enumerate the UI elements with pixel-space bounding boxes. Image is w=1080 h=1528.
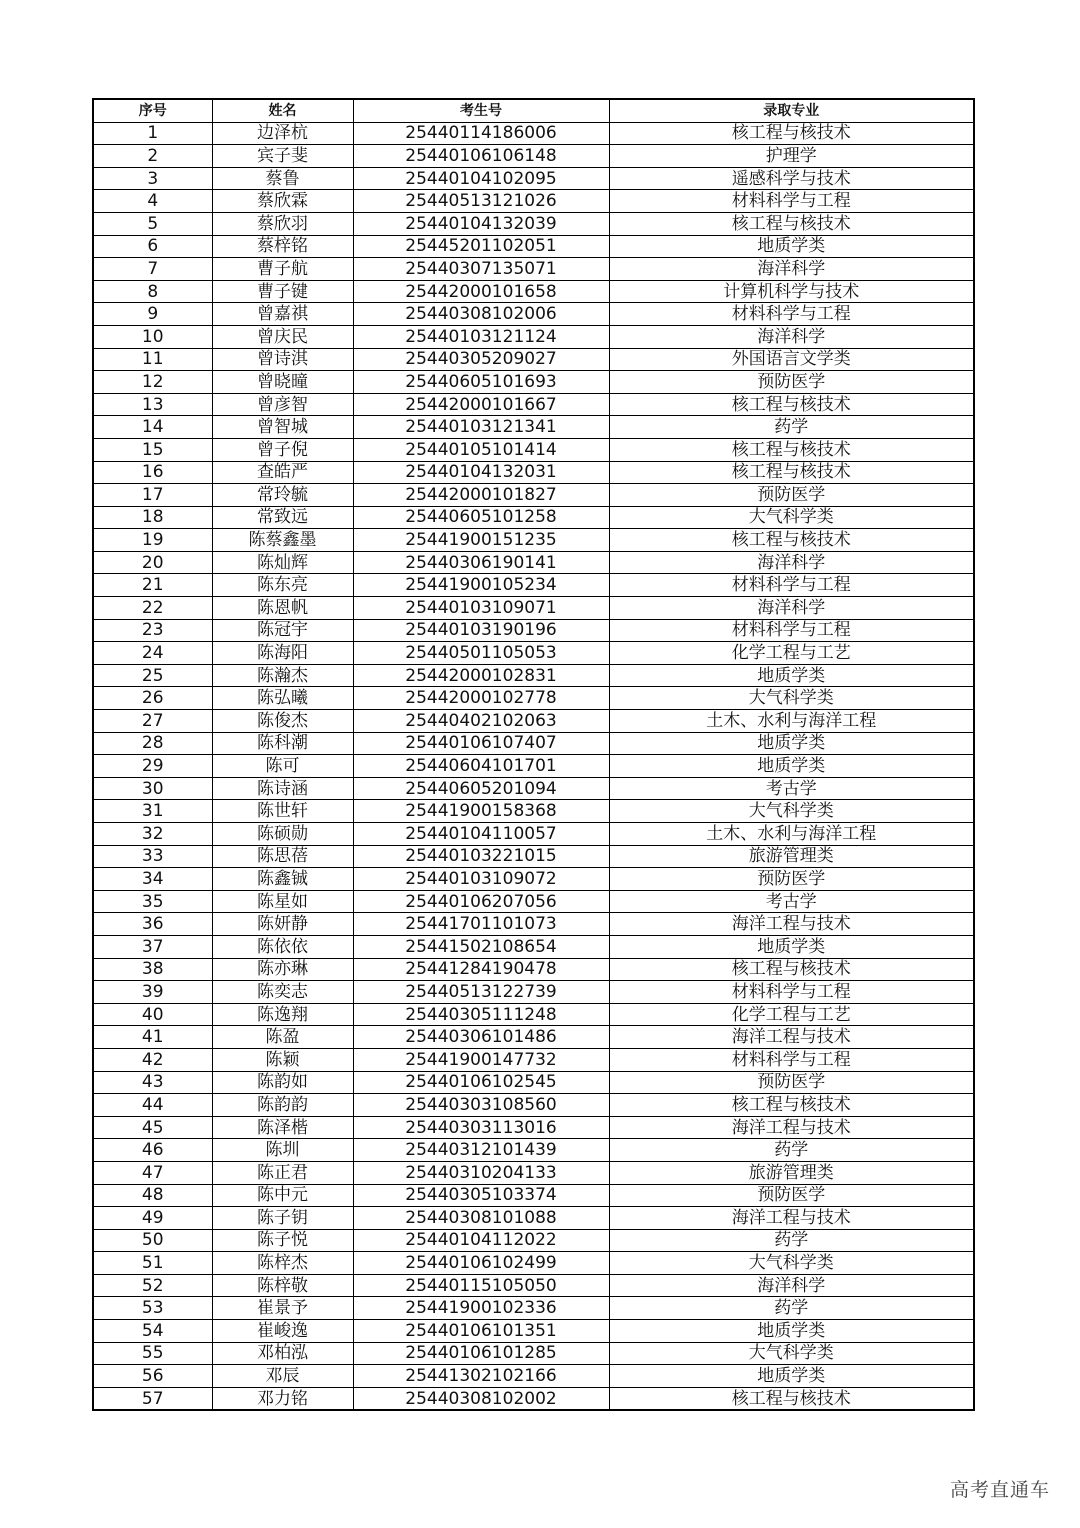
cell-candidate-id: 25440103121124 (353, 325, 609, 348)
cell-index: 2 (93, 145, 212, 168)
table-row (93, 868, 974, 891)
cell-name: 陈子悦 (212, 1229, 353, 1252)
cell-candidate-id: 25440513122739 (353, 981, 609, 1004)
cell-name: 陈正君 (212, 1161, 353, 1184)
cell-name: 陈科潮 (212, 732, 353, 755)
cell-candidate-id: 25440501105053 (353, 642, 609, 665)
cell-candidate-id: 25440106101285 (353, 1342, 609, 1365)
cell-candidate-id: 25440605101693 (353, 371, 609, 394)
cell-major: 材料科学与工程 (609, 1048, 974, 1071)
cell-candidate-id: 25440604101701 (353, 755, 609, 778)
cell-major: 外国语言文学类 (609, 348, 974, 371)
cell-index: 50 (93, 1229, 212, 1252)
cell-candidate-id: 25440307135071 (353, 258, 609, 281)
header-name: 姓名 (212, 99, 353, 122)
cell-name: 曾智城 (212, 416, 353, 439)
cell-candidate-id: 25442000101667 (353, 393, 609, 416)
table-row (93, 1229, 974, 1252)
cell-name: 陈恩帆 (212, 597, 353, 620)
cell-name: 陈海阳 (212, 642, 353, 665)
cell-name: 陈星如 (212, 890, 353, 913)
cell-candidate-id: 25440115105050 (353, 1274, 609, 1297)
cell-index: 43 (93, 1071, 212, 1094)
cell-index: 47 (93, 1161, 212, 1184)
cell-name: 曾彦智 (212, 393, 353, 416)
cell-candidate-id: 25440106102545 (353, 1071, 609, 1094)
cell-index: 48 (93, 1184, 212, 1207)
cell-candidate-id: 25440402102063 (353, 710, 609, 733)
table-row (93, 1048, 974, 1071)
cell-index: 36 (93, 913, 212, 936)
cell-candidate-id: 25441900147732 (353, 1048, 609, 1071)
table-body (93, 122, 974, 1410)
cell-candidate-id: 25442000101827 (353, 484, 609, 507)
cell-name: 陈妍静 (212, 913, 353, 936)
cell-candidate-id: 25440308102006 (353, 303, 609, 326)
table-row (93, 1365, 974, 1388)
cell-name: 陈瀚杰 (212, 664, 353, 687)
cell-candidate-id: 25440103109072 (353, 868, 609, 891)
cell-index: 26 (93, 687, 212, 710)
cell-major: 核工程与核技术 (609, 212, 974, 235)
cell-candidate-id: 25440308101088 (353, 1207, 609, 1230)
cell-name: 宾子斐 (212, 145, 353, 168)
cell-index: 37 (93, 935, 212, 958)
table-row (93, 1094, 974, 1117)
cell-name: 陈弘曦 (212, 687, 353, 710)
cell-candidate-id: 25441701101073 (353, 913, 609, 936)
table-row (93, 461, 974, 484)
cell-candidate-id: 25442000102831 (353, 664, 609, 687)
table-row (93, 574, 974, 597)
cell-candidate-id: 25440104132031 (353, 461, 609, 484)
cell-candidate-id: 25440605201094 (353, 777, 609, 800)
cell-candidate-id: 25440104132039 (353, 212, 609, 235)
cell-name: 曾嘉祺 (212, 303, 353, 326)
cell-major: 海洋科学 (609, 1274, 974, 1297)
cell-candidate-id: 25441502108654 (353, 935, 609, 958)
cell-candidate-id: 25440105101414 (353, 438, 609, 461)
table-row (93, 416, 974, 439)
cell-name: 陈韵韵 (212, 1094, 353, 1117)
table-row (93, 755, 974, 778)
cell-major: 地质学类 (609, 935, 974, 958)
cell-index: 17 (93, 484, 212, 507)
admission-table (92, 98, 975, 1411)
cell-name: 蔡欣霖 (212, 190, 353, 213)
header-index: 序号 (93, 99, 212, 122)
table-row (93, 438, 974, 461)
cell-index: 11 (93, 348, 212, 371)
cell-index: 41 (93, 1026, 212, 1049)
table-header (93, 99, 974, 122)
cell-major: 预防医学 (609, 484, 974, 507)
cell-index: 38 (93, 958, 212, 981)
cell-name: 陈灿辉 (212, 551, 353, 574)
cell-index: 5 (93, 212, 212, 235)
cell-major: 地质学类 (609, 732, 974, 755)
cell-major: 材料科学与工程 (609, 574, 974, 597)
table-row (93, 303, 974, 326)
table-row (93, 1003, 974, 1026)
cell-index: 39 (93, 981, 212, 1004)
cell-major: 大气科学类 (609, 1252, 974, 1275)
cell-index: 7 (93, 258, 212, 281)
cell-index: 54 (93, 1320, 212, 1343)
cell-candidate-id: 25440306190141 (353, 551, 609, 574)
table-row (93, 1161, 974, 1184)
cell-major: 核工程与核技术 (609, 438, 974, 461)
cell-candidate-id: 25440104110057 (353, 823, 609, 846)
cell-major: 预防医学 (609, 1184, 974, 1207)
cell-major: 核工程与核技术 (609, 393, 974, 416)
table-row (93, 1252, 974, 1275)
cell-name: 陈亦琳 (212, 958, 353, 981)
cell-index: 33 (93, 845, 212, 868)
cell-candidate-id: 25440513121026 (353, 190, 609, 213)
cell-name: 蔡鲁 (212, 167, 353, 190)
table-row (93, 642, 974, 665)
cell-candidate-id: 25440308102002 (353, 1387, 609, 1410)
cell-candidate-id: 25440106106148 (353, 145, 609, 168)
cell-major: 考古学 (609, 777, 974, 800)
table-row (93, 1297, 974, 1320)
cell-index: 21 (93, 574, 212, 597)
cell-major: 材料科学与工程 (609, 981, 974, 1004)
cell-major: 材料科学与工程 (609, 190, 974, 213)
cell-candidate-id: 25440103121341 (353, 416, 609, 439)
cell-index: 24 (93, 642, 212, 665)
cell-name: 陈圳 (212, 1139, 353, 1162)
cell-index: 29 (93, 755, 212, 778)
cell-index: 28 (93, 732, 212, 755)
cell-name: 陈诗涵 (212, 777, 353, 800)
cell-major: 遥感科学与技术 (609, 167, 974, 190)
cell-index: 20 (93, 551, 212, 574)
cell-candidate-id: 25442000101658 (353, 280, 609, 303)
table-row (93, 1274, 974, 1297)
cell-major: 大气科学类 (609, 506, 974, 529)
cell-name: 陈依依 (212, 935, 353, 958)
cell-name: 陈颖 (212, 1048, 353, 1071)
cell-major: 海洋科学 (609, 597, 974, 620)
cell-candidate-id: 25440305209027 (353, 348, 609, 371)
cell-candidate-id: 25440104102095 (353, 167, 609, 190)
cell-name: 陈子钥 (212, 1207, 353, 1230)
cell-candidate-id: 25440103109071 (353, 597, 609, 620)
cell-index: 44 (93, 1094, 212, 1117)
cell-name: 邓力铭 (212, 1387, 353, 1410)
cell-name: 邓柏泓 (212, 1342, 353, 1365)
table-row (93, 1026, 974, 1049)
cell-index: 46 (93, 1139, 212, 1162)
cell-index: 4 (93, 190, 212, 213)
cell-major: 药学 (609, 416, 974, 439)
cell-name: 崔峻逸 (212, 1320, 353, 1343)
table-row (93, 1071, 974, 1094)
cell-major: 海洋科学 (609, 551, 974, 574)
table-row (93, 325, 974, 348)
cell-major: 核工程与核技术 (609, 122, 974, 145)
cell-name: 蔡欣羽 (212, 212, 353, 235)
table-row (93, 167, 974, 190)
cell-name: 曾子倪 (212, 438, 353, 461)
cell-name: 曾晓曈 (212, 371, 353, 394)
cell-name: 陈泽楷 (212, 1116, 353, 1139)
cell-index: 55 (93, 1342, 212, 1365)
header-candidate-id: 考生号 (353, 99, 609, 122)
table-row (93, 506, 974, 529)
cell-candidate-id: 25440103190196 (353, 619, 609, 642)
cell-candidate-id: 25445201102051 (353, 235, 609, 258)
table-row (93, 1139, 974, 1162)
table-row (93, 800, 974, 823)
cell-major: 核工程与核技术 (609, 529, 974, 552)
cell-index: 16 (93, 461, 212, 484)
table-row (93, 913, 974, 936)
table-row (93, 484, 974, 507)
cell-major: 大气科学类 (609, 1342, 974, 1365)
cell-index: 57 (93, 1387, 212, 1410)
cell-major: 预防医学 (609, 1071, 974, 1094)
cell-major: 土木、水利与海洋工程 (609, 823, 974, 846)
cell-name: 常玲毓 (212, 484, 353, 507)
cell-candidate-id: 25440103221015 (353, 845, 609, 868)
table-row (93, 935, 974, 958)
cell-name: 陈韵如 (212, 1071, 353, 1094)
cell-name: 陈冠宇 (212, 619, 353, 642)
cell-index: 51 (93, 1252, 212, 1275)
cell-index: 42 (93, 1048, 212, 1071)
table-row (93, 371, 974, 394)
cell-name: 曾诗淇 (212, 348, 353, 371)
cell-name: 崔景予 (212, 1297, 353, 1320)
cell-candidate-id: 25441900158368 (353, 800, 609, 823)
cell-major: 材料科学与工程 (609, 619, 974, 642)
cell-index: 6 (93, 235, 212, 258)
table-row (93, 393, 974, 416)
cell-name: 陈盈 (212, 1026, 353, 1049)
cell-index: 22 (93, 597, 212, 620)
cell-candidate-id: 25440106102499 (353, 1252, 609, 1275)
cell-major: 化学工程与工艺 (609, 642, 974, 665)
cell-index: 23 (93, 619, 212, 642)
table-row (93, 597, 974, 620)
table-row (93, 258, 974, 281)
table-row (93, 1184, 974, 1207)
cell-index: 53 (93, 1297, 212, 1320)
cell-major: 海洋工程与技术 (609, 1207, 974, 1230)
cell-index: 32 (93, 823, 212, 846)
table-row (93, 122, 974, 145)
cell-index: 35 (93, 890, 212, 913)
table-row (93, 958, 974, 981)
cell-name: 陈可 (212, 755, 353, 778)
cell-major: 地质学类 (609, 664, 974, 687)
cell-index: 3 (93, 167, 212, 190)
cell-candidate-id: 25440106207056 (353, 890, 609, 913)
table-row (93, 145, 974, 168)
table-row (93, 664, 974, 687)
cell-index: 34 (93, 868, 212, 891)
cell-name: 陈中元 (212, 1184, 353, 1207)
cell-name: 曹子航 (212, 258, 353, 281)
table-row (93, 890, 974, 913)
cell-candidate-id: 25441900105234 (353, 574, 609, 597)
cell-index: 45 (93, 1116, 212, 1139)
cell-index: 13 (93, 393, 212, 416)
table-row (93, 348, 974, 371)
cell-index: 18 (93, 506, 212, 529)
cell-index: 14 (93, 416, 212, 439)
cell-major: 预防医学 (609, 868, 974, 891)
table-row (93, 1207, 974, 1230)
table-row (93, 190, 974, 213)
cell-candidate-id: 25440114186006 (353, 122, 609, 145)
cell-major: 药学 (609, 1229, 974, 1252)
header-row (93, 99, 974, 122)
cell-major: 海洋工程与技术 (609, 1026, 974, 1049)
table-row (93, 212, 974, 235)
cell-name: 陈逸翔 (212, 1003, 353, 1026)
cell-name: 陈鑫铖 (212, 868, 353, 891)
table-row (93, 845, 974, 868)
cell-major: 化学工程与工艺 (609, 1003, 974, 1026)
cell-candidate-id: 25440303108560 (353, 1094, 609, 1117)
cell-name: 陈硕勋 (212, 823, 353, 846)
cell-candidate-id: 25440106107407 (353, 732, 609, 755)
cell-index: 52 (93, 1274, 212, 1297)
cell-name: 蔡梓铭 (212, 235, 353, 258)
cell-candidate-id: 25441900151235 (353, 529, 609, 552)
cell-index: 12 (93, 371, 212, 394)
table-row (93, 1342, 974, 1365)
cell-candidate-id: 25440106101351 (353, 1320, 609, 1343)
cell-candidate-id: 25440303113016 (353, 1116, 609, 1139)
cell-major: 海洋工程与技术 (609, 1116, 974, 1139)
cell-candidate-id: 25440305111248 (353, 1003, 609, 1026)
cell-name: 陈梓敬 (212, 1274, 353, 1297)
cell-major: 核工程与核技术 (609, 461, 974, 484)
cell-name: 边泽杭 (212, 122, 353, 145)
cell-candidate-id: 25440306101486 (353, 1026, 609, 1049)
cell-major: 药学 (609, 1139, 974, 1162)
cell-index: 40 (93, 1003, 212, 1026)
cell-major: 考古学 (609, 890, 974, 913)
cell-index: 30 (93, 777, 212, 800)
cell-name: 陈奕志 (212, 981, 353, 1004)
cell-name: 曾庆民 (212, 325, 353, 348)
cell-name: 陈蔡鑫墨 (212, 529, 353, 552)
header-major: 录取专业 (609, 99, 974, 122)
cell-major: 核工程与核技术 (609, 958, 974, 981)
cell-index: 27 (93, 710, 212, 733)
table-row (93, 777, 974, 800)
cell-major: 海洋工程与技术 (609, 913, 974, 936)
cell-major: 旅游管理类 (609, 1161, 974, 1184)
cell-major: 预防医学 (609, 371, 974, 394)
cell-index: 19 (93, 529, 212, 552)
cell-index: 56 (93, 1365, 212, 1388)
table-row (93, 823, 974, 846)
cell-index: 8 (93, 280, 212, 303)
cell-name: 陈东亮 (212, 574, 353, 597)
cell-major: 海洋科学 (609, 325, 974, 348)
cell-major: 核工程与核技术 (609, 1387, 974, 1410)
table-row (93, 619, 974, 642)
cell-candidate-id: 25440104112022 (353, 1229, 609, 1252)
table-row (93, 235, 974, 258)
cell-candidate-id: 25440305103374 (353, 1184, 609, 1207)
table-row (93, 1116, 974, 1139)
cell-index: 9 (93, 303, 212, 326)
watermark-text: 高考直通车 (949, 1479, 1050, 1501)
cell-index: 10 (93, 325, 212, 348)
cell-candidate-id: 25440605101258 (353, 506, 609, 529)
cell-major: 海洋科学 (609, 258, 974, 281)
cell-major: 药学 (609, 1297, 974, 1320)
cell-name: 陈梓杰 (212, 1252, 353, 1275)
cell-name: 陈俊杰 (212, 710, 353, 733)
cell-index: 31 (93, 800, 212, 823)
cell-major: 大气科学类 (609, 800, 974, 823)
cell-candidate-id: 25440310204133 (353, 1161, 609, 1184)
cell-major: 计算机科学与技术 (609, 280, 974, 303)
cell-major: 地质学类 (609, 1320, 974, 1343)
cell-name: 曹子键 (212, 280, 353, 303)
cell-major: 旅游管理类 (609, 845, 974, 868)
table-row (93, 280, 974, 303)
cell-candidate-id: 25441900102336 (353, 1297, 609, 1320)
table-row (93, 981, 974, 1004)
cell-major: 地质学类 (609, 1365, 974, 1388)
cell-candidate-id: 25442000102778 (353, 687, 609, 710)
table-row (93, 732, 974, 755)
table-row (93, 687, 974, 710)
table-row (93, 529, 974, 552)
cell-major: 地质学类 (609, 235, 974, 258)
cell-index: 49 (93, 1207, 212, 1230)
cell-candidate-id: 25441302102166 (353, 1365, 609, 1388)
cell-index: 1 (93, 122, 212, 145)
cell-major: 土木、水利与海洋工程 (609, 710, 974, 733)
table-row (93, 1387, 974, 1410)
cell-name: 陈思蓓 (212, 845, 353, 868)
cell-candidate-id: 25440312101439 (353, 1139, 609, 1162)
cell-major: 材料科学与工程 (609, 303, 974, 326)
cell-major: 大气科学类 (609, 687, 974, 710)
cell-major: 护理学 (609, 145, 974, 168)
cell-name: 邓辰 (212, 1365, 353, 1388)
cell-index: 25 (93, 664, 212, 687)
cell-index: 15 (93, 438, 212, 461)
table-row (93, 1320, 974, 1343)
table-row (93, 710, 974, 733)
cell-candidate-id: 25441284190478 (353, 958, 609, 981)
cell-name: 查皓严 (212, 461, 353, 484)
cell-major: 核工程与核技术 (609, 1094, 974, 1117)
cell-name: 陈世轩 (212, 800, 353, 823)
cell-major: 地质学类 (609, 755, 974, 778)
cell-name: 常致远 (212, 506, 353, 529)
table-row (93, 551, 974, 574)
